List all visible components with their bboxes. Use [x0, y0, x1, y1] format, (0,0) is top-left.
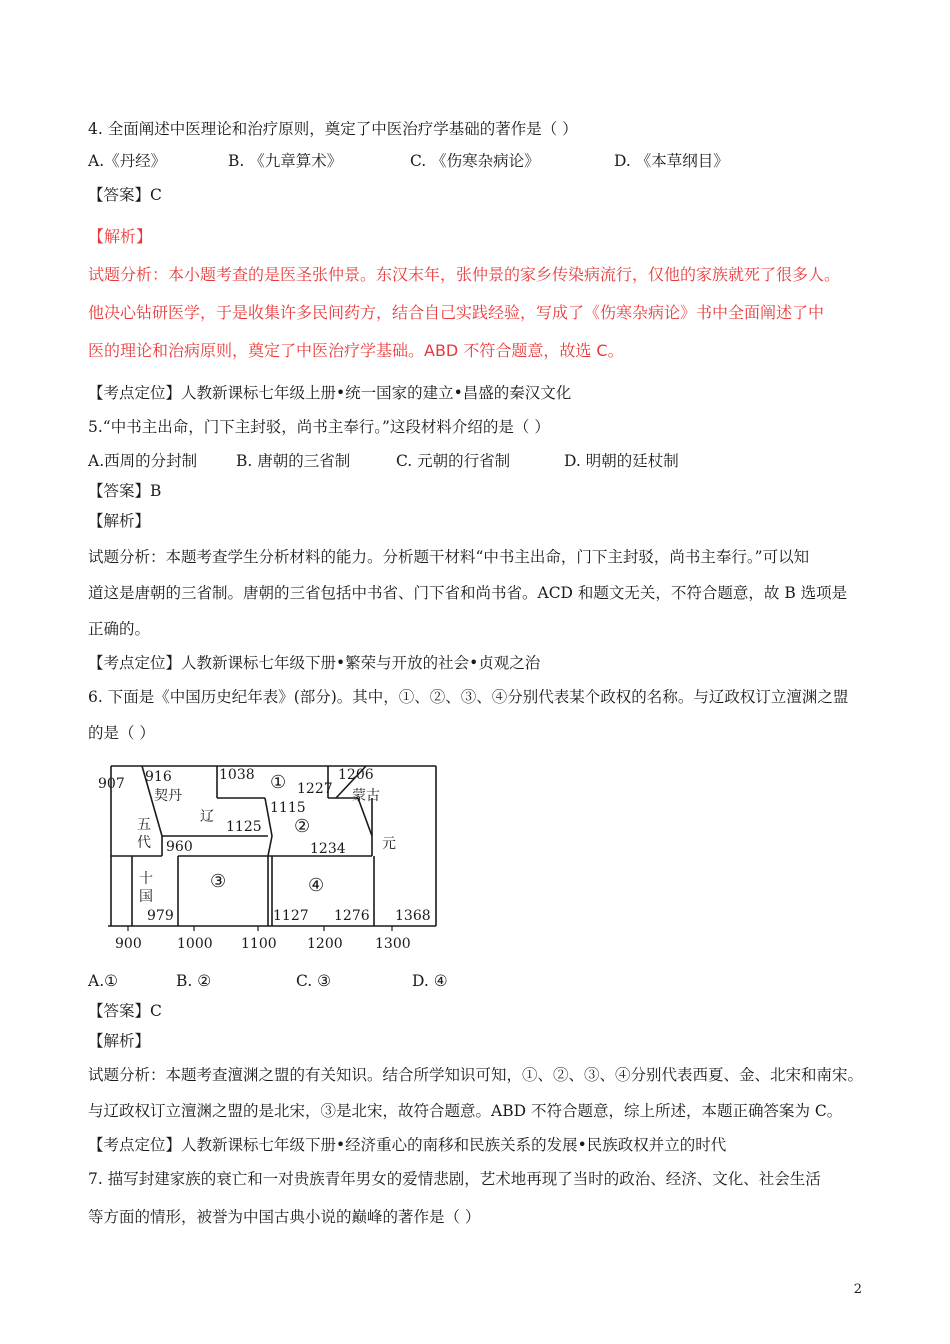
year-label: 979 [147, 908, 174, 924]
regime-label: 契丹 [154, 788, 182, 804]
q4-option-b: B. 《九章算术》 [228, 152, 343, 170]
q4-analysis-line: 试题分析：本小题考查的是医圣张仲景。东汉末年，张仲景的家乡传染病流行，仅他的家族就死了很多人。 [88, 265, 841, 284]
q5-analysis-line: 试题分析：本题考查学生分析材料的能力。分析题干材料“中书主出命，门下主封驳，尚书主奉行。”可以知 [88, 548, 810, 566]
year-label: 960 [166, 839, 193, 855]
year-label: 1206 [338, 767, 374, 783]
year-label: 1276 [334, 908, 370, 924]
regime-circle-4: ④ [308, 875, 325, 896]
q5-analysis-line: 正确的。 [88, 620, 151, 638]
q5-analysis-line: 道这是唐朝的三省制。唐朝的三省包括中书省、门下省和尚书省。ACD 和题文无关，不符合题意，故 B 选项是 [88, 584, 848, 602]
q4-option-d: D. 《本草纲目》 [614, 152, 729, 170]
q6-stem: 6. 下面是《中国历史纪年表》(部分)。其中，①、②、③、④分别代表某个政权的名称。与辽政权订立澶渊之盟 [88, 688, 849, 706]
q4-location: 【考点定位】人教新课标七年级上册•统一国家的建立•昌盛的秦汉文化 [88, 384, 572, 402]
q6-option-d: D. ④ [412, 972, 448, 990]
q5-option-d: D. 明朝的廷杖制 [564, 452, 679, 470]
year-label: 1127 [273, 908, 309, 924]
q5-analysis-title: 【解析】 [88, 512, 151, 530]
q5-option-b: B. 唐朝的三省制 [236, 452, 351, 470]
q5-stem: 5.“中书主出命，门下主封驳，尚书主奉行。”这段材料介绍的是（ ） [88, 418, 550, 436]
q5-option-a: A.西周的分封制 [88, 452, 198, 470]
regime-circle-3: ③ [210, 871, 227, 892]
regime-label: 代 [137, 835, 151, 851]
axis-tick-label: 1300 [375, 936, 411, 952]
q7-stem: 7. 描写封建家族的衰亡和一对贵族青年男女的爱情悲剧，艺术地再现了当时的政治、经济、文化、社会生活 [88, 1170, 821, 1188]
q6-analysis-title: 【解析】 [88, 1032, 151, 1050]
year-label: 1234 [310, 841, 346, 857]
q5-option-c: C. 元朝的行省制 [396, 452, 511, 470]
q6-option-c: C. ③ [296, 972, 332, 990]
regime-label: 蒙古 [352, 788, 380, 804]
q4-option-a: A.《丹经》 [88, 152, 167, 170]
q7-stem: 等方面的情形，被誉为中国古典小说的巅峰的著作是（ ） [88, 1208, 481, 1226]
axis-tick-label: 900 [115, 936, 142, 952]
regime-label: 辽 [200, 809, 214, 825]
regime-circle-1: ① [270, 772, 287, 793]
q4-stem: 4. 全面阐述中医理论和治疗原则，奠定了中医治疗学基础的著作是（ ） [88, 120, 578, 138]
page-number: 2 [853, 1282, 862, 1297]
year-label: 907 [98, 776, 125, 792]
q4-analysis-line: 医的理论和治病原则，奠定了中医治疗学基础。ABD 不符合题意，故选 C。 [88, 341, 624, 360]
axis-tick-label: 1100 [241, 936, 277, 952]
year-label: 1368 [395, 908, 431, 924]
regime-label: 五 [137, 817, 151, 833]
year-label: 1038 [219, 767, 255, 783]
chronology-chart [96, 760, 446, 960]
regime-label: 十 [139, 871, 153, 887]
q5-answer: 【答案】B [88, 482, 162, 500]
axis-tick-label: 1200 [307, 936, 343, 952]
year-label: 916 [145, 769, 172, 785]
year-label: 1227 [297, 781, 333, 797]
q4-option-c: C. 《伤寒杂病论》 [410, 152, 540, 170]
axis-tick-label: 1000 [177, 936, 213, 952]
q5-location: 【考点定位】人教新课标七年级下册•繁荣与开放的社会•贞观之治 [88, 654, 541, 672]
year-label: 1115 [270, 800, 306, 816]
q4-answer: 【答案】C [88, 186, 162, 204]
q4-analysis-line: 他决心钻研医学，于是收集许多民间药方，结合自己实践经验，写成了《伤寒杂病论》书中全面阐述了中 [88, 303, 825, 322]
q6-answer: 【答案】C [88, 1002, 162, 1020]
q6-analysis-line: 试题分析：本题考查澶渊之盟的有关知识。结合所学知识可知，①、②、③、④分别代表西夏、金、北宋和南宋。 [88, 1066, 864, 1084]
q4-analysis-title: 【解析】 [88, 227, 153, 246]
q6-option-a: A.① [88, 972, 119, 990]
q6-analysis-line: 与辽政权订立澶渊之盟的是北宋，③是北宋，故符合题意。ABD 不符合题意，综上所述，本题正确答案为 C。 [88, 1102, 843, 1120]
q6-location: 【考点定位】人教新课标七年级下册•经济重心的南移和民族关系的发展•民族政权并立的时代 [88, 1136, 727, 1154]
regime-circle-2: ② [294, 816, 311, 837]
year-label: 1125 [226, 819, 262, 835]
regime-label: 国 [139, 889, 153, 905]
q6-stem: 的是（ ） [88, 724, 155, 742]
q6-option-b: B. ② [176, 972, 212, 990]
regime-label: 元 [382, 836, 396, 852]
